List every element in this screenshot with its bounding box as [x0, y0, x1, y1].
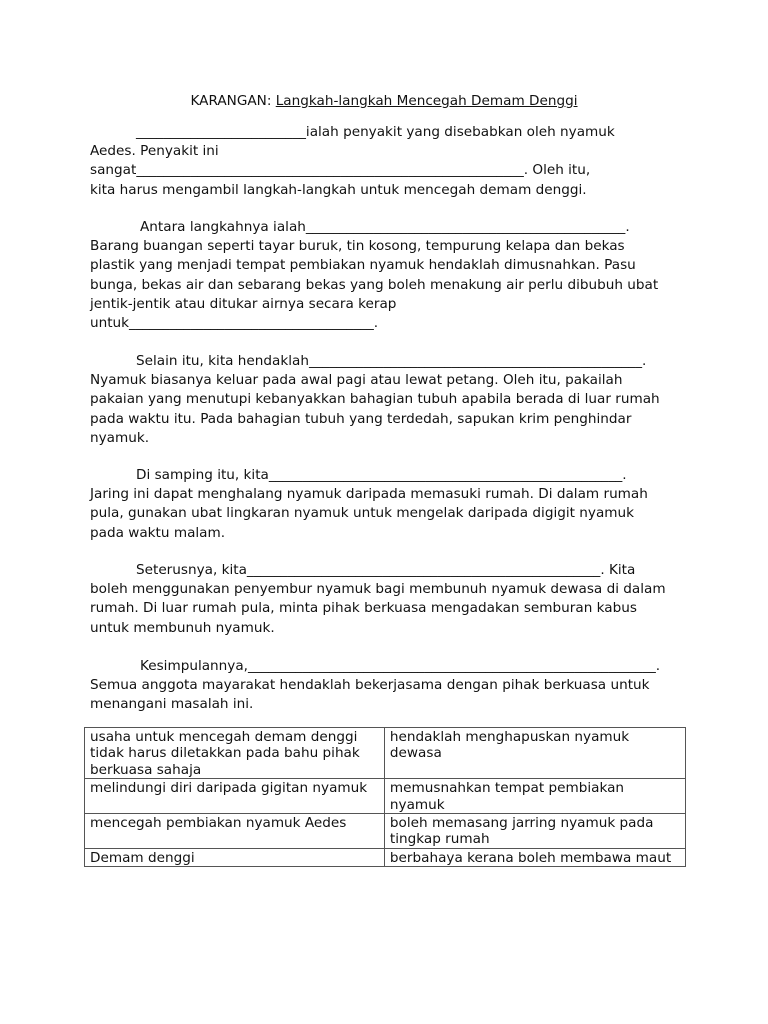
table-row	[85, 728, 686, 779]
paragraph-2	[90, 352, 690, 448]
paragraph-intro	[90, 123, 690, 200]
p1-line-1: Antara langkahnya ialah_______________________________________________.	[140, 219, 630, 235]
p3-line-3: pula, gunakan ubat lingkaran nyamuk untuk mengelak daripada digigit nyamuk	[90, 505, 635, 522]
table-cell: memusnahkan tempat pembiakan nyamuk	[384, 779, 685, 814]
p2-line-2: Nyamuk biasanya keluar pada awal pagi atau lewat petang. Oleh itu, pakailah	[90, 372, 623, 389]
table-cell: berbahaya kerana boleh membawa maut	[384, 848, 685, 866]
table-cell: usaha untuk mencegah demam denggi tidak harus diletakkan pada bahu pihak berkuasa sahaja	[85, 728, 385, 779]
p1-line-5: jentik-jentik atau ditukar airnya secara kerap	[90, 295, 397, 312]
p1-line-2: Barang buangan seperti tayar buruk, tin kosong, tempurung kelapa dan bekas	[90, 238, 625, 255]
intro-line-4: kita harus mengambil langkah-langkah untuk mencegah demam denggi.	[90, 181, 587, 198]
table-cell: hendaklah menghapuskan nyamuk dewasa	[384, 728, 685, 779]
p5-line-2: Semua anggota mayarakat hendaklah bekerjasama dengan pihak berkuasa untuk	[90, 677, 650, 694]
p3-line-1: Di samping itu, kita____________________________________________________.	[136, 467, 627, 483]
p1-line-6: untuk____________________________________.	[90, 314, 379, 331]
p4-line-3: rumah. Di luar rumah pula, minta pihak berkuasa mengadakan semburan kabus	[90, 600, 637, 617]
p5-line-3: menangani masalah ini.	[90, 696, 254, 713]
table-cell: mencegah pembiakan nyamuk Aedes	[85, 814, 385, 849]
p1-line-3: plastik yang menjadi tempat pembiakan nyamuk hendaklah dimusnahkan. Pasu	[90, 257, 636, 274]
title-prefix: KARANGAN:	[190, 93, 276, 109]
table-cell: boleh memasang jarring nyamuk pada tingkap rumah	[384, 814, 685, 849]
table-row	[85, 779, 686, 814]
intro-line-2: Aedes. Penyakit ini	[90, 143, 219, 160]
p2-line-5: nyamuk.	[90, 429, 150, 446]
p1-line-4: bunga, bekas air dan sebarang bekas yang boleh menakung air perlu dibubuh ubat	[90, 276, 659, 293]
table-cell: Demam denggi	[85, 848, 385, 866]
paragraph-5	[90, 657, 690, 715]
paragraph-1	[90, 218, 690, 333]
answer-table	[84, 727, 686, 867]
paragraph-4	[90, 561, 690, 638]
p2-line-4: pada waktu itu. Pada bahagian tubuh yang terdedah, sapukan krim penghindar	[90, 410, 632, 427]
p3-line-2: Jaring ini dapat menghalang nyamuk daripada memasuki rumah. Di dalam rumah	[90, 486, 648, 503]
intro-line-3: sangat_________________________________________________________. Oleh itu,	[90, 162, 591, 179]
table-row	[85, 848, 686, 866]
essay-title	[0, 92, 768, 110]
title-topic: Langkah-langkah Mencegah Demam Denggi	[275, 93, 578, 109]
p2-line-3: pakaian yang menutupi kebanyakkan bahagian tubuh apabila berada di luar rumah	[90, 391, 660, 408]
p5-line-1: Kesimpulannya,____________________________________________________________.	[140, 658, 661, 674]
p3-line-4: pada waktu malam.	[90, 524, 226, 541]
table-row	[85, 814, 686, 849]
p4-line-2: boleh menggunakan penyembur nyamuk bagi membunuh nyamuk dewasa di dalam	[90, 581, 666, 598]
p4-line-4: untuk membunuh nyamuk.	[90, 619, 275, 636]
p2-line-1: Selain itu, kita hendaklah_________________________________________________.	[136, 353, 647, 369]
intro-line-1: _________________________ialah penyakit yang disebabkan oleh nyamuk	[136, 124, 615, 140]
paragraph-3	[90, 466, 690, 543]
table-cell: melindungi diri daripada gigitan nyamuk	[85, 779, 385, 814]
p4-line-1: Seterusnya, kita____________________________________________________. Kita	[136, 562, 636, 578]
